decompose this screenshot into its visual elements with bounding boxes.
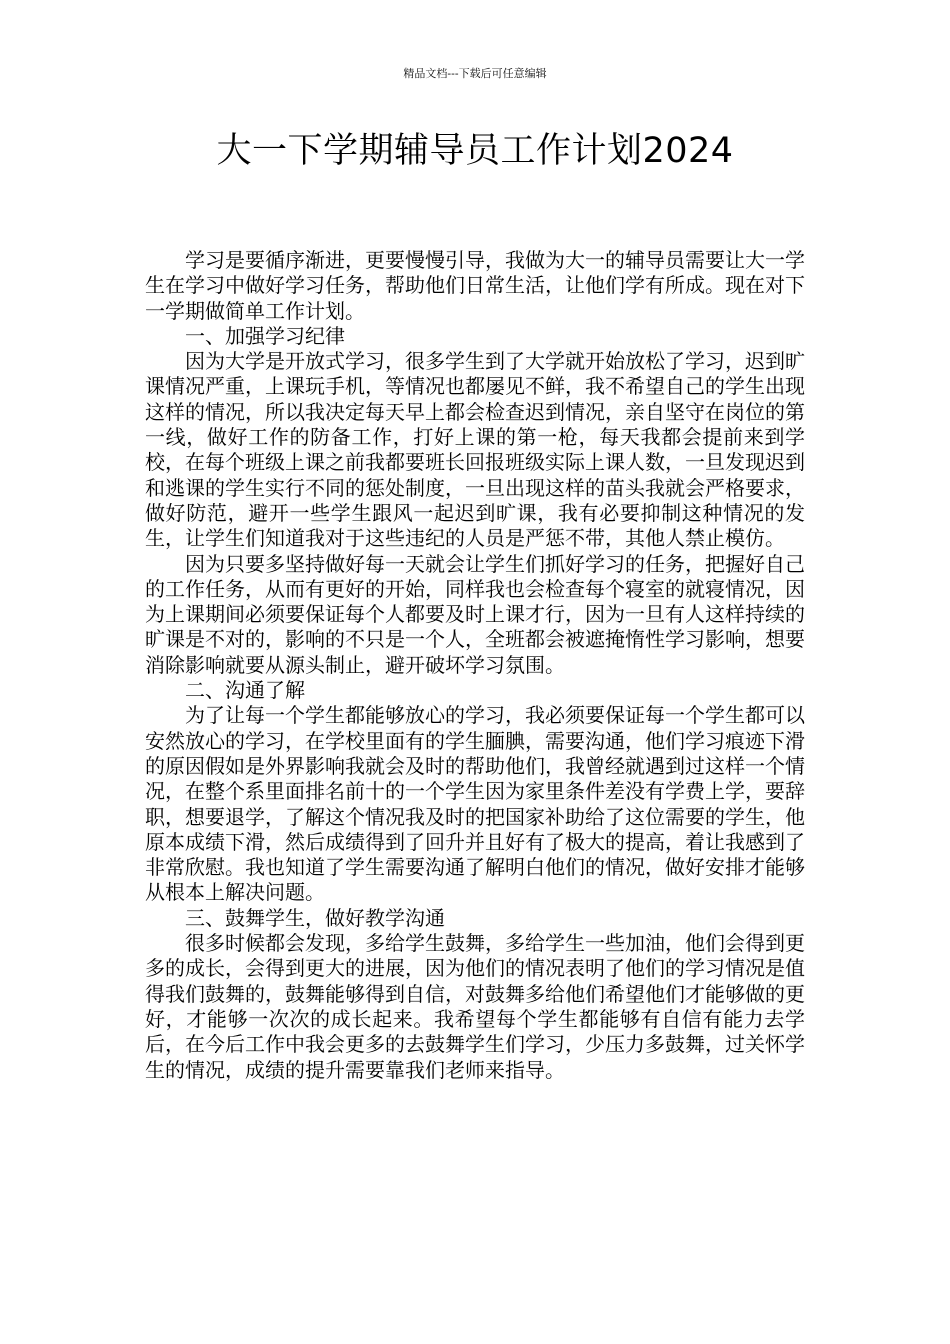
paragraph-dorm-check: 因为只要多坚持做好每一天就会让学生们抓好学习的任务，把握好自己的工作任务，从而有更好的开始，同样我也会检查每个寝室的就寝情况，因为上课期间必须要保证每个人都要及时上课才行，因为一旦有人这样持续的旷课是不对的，影响的不只是一个人，全班都会被遮掩惰性学习影响，想要消除影响就要从源头制止，避开破坏学习氛围。 [145, 551, 805, 677]
document-body [145, 248, 805, 1083]
paragraph-encouragement: 很多时候都会发现，多给学生鼓舞，多给学生一些加油，他们会得到更多的成长，会得到更大的进展，因为他们的情况表明了他们的学习情况是值得我们鼓舞的，鼓舞能够得到自信，对鼓舞多给他们希望他们才能够做的更好，才能够一次次的成长起来。我希望每个学生都能够有自信有能力去学后，在今后工作中我会更多的去鼓舞学生们学习，少压力多鼓舞，过关怀学生的情况，成绩的提升需要靠我们老师来指导。 [145, 931, 805, 1082]
page-header-note: 精品文档---下载后可任意编辑 [403, 67, 547, 80]
document-title: 大一下学期辅导员工作计划2024 [216, 131, 734, 171]
section-heading-3: 三、鼓舞学生，做好教学沟通 [185, 905, 445, 930]
section-heading-2: 二、沟通了解 [185, 678, 305, 703]
paragraph-communication: 为了让每一个学生都能够放心的学习，我必须要保证每一个学生都可以安然放心的学习，在学校里面有的学生腼腆，需要沟通，他们学习痕迹下滑的原因假如是外界影响我就会及时的帮助他们，我曾经就遇到过这样一个情况，在整个系里面排名前十的一个学生因为家里条件差没有学费上学，要辞职，想要退学，了解这个情况我及时的把国家补助给了这位需要的学生，他原本成绩下滑，然后成绩得到了回升并且好有了极大的提高，着让我感到了非常欣慰。我也知道了学生需要沟通了解明白他们的情况，做好安排才能够从根本上解决问题。 [145, 703, 805, 905]
paragraph-discipline: 因为大学是开放式学习，很多学生到了大学就开始放松了学习，迟到旷课情况严重，上课玩手机，等情况也都屡见不鲜，我不希望自己的学生出现这样的情况，所以我决定每天早上都会检查迟到情况，亲自坚守在岗位的第一线，做好工作的防备工作，打好上课的第一枪，每天我都会提前来到学校，在每个班级上课之前我都要班长回报班级实际上课人数，一旦发现迟到和逃课的学生实行不同的惩处制度，一旦出现这样的苗头我就会严格要求，做好防范，避开一些学生跟风一起迟到旷课，我有必要抑制这种情况的发生，让学生们知道我对于这些违纪的人员是严惩不带，其他人禁止模仿。 [145, 349, 805, 551]
paragraph-intro: 学习是要循序渐进，更要慢慢引导，我做为大一的辅导员需要让大一学生在学习中做好学习任务，帮助他们日常生活，让他们学有所成。现在对下一学期做简单工作计划。 [145, 248, 805, 323]
section-heading-1: 一、加强学习纪律 [185, 323, 345, 348]
